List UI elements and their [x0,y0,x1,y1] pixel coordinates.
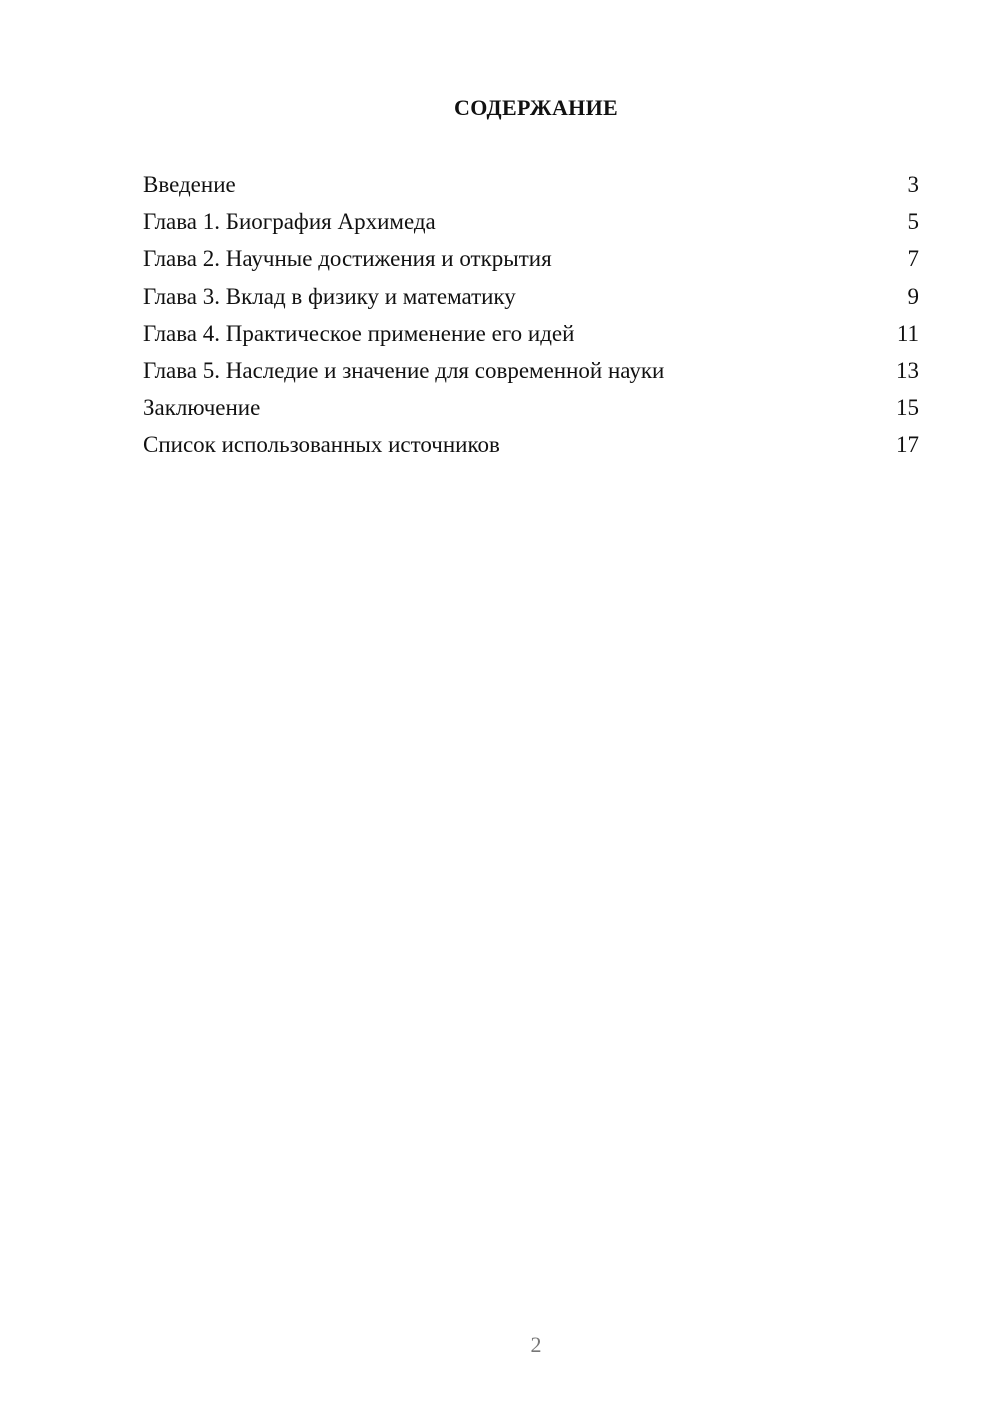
toc-entry-page: 17 [896,432,919,458]
toc-entry-label: Заключение [143,395,261,421]
toc-entry-conclusion [143,389,919,426]
toc-entry-label: Глава 2. Научные достижения и открытия [143,246,552,272]
toc-entry-label: Введение [143,172,236,197]
toc-entry-page: 5 [907,209,919,235]
toc-entry-introduction [143,166,919,203]
toc-entry-chapter-2 [143,240,919,277]
toc-entry-chapter-4 [143,315,919,352]
page-number: 2 [530,1332,542,1357]
toc-entry-page: 11 [896,320,919,346]
toc-entry-page: 13 [896,357,919,383]
toc-entry-label: Глава 1. Биография Архимеда [143,209,436,235]
toc-entry-page: 7 [907,246,919,272]
toc-entry-chapter-3 [143,278,919,315]
toc-entry-label: Глава 4. Практическое применение его идей [143,320,575,346]
toc-entry-label: Глава 3. Вклад в физику и математику [143,283,516,309]
toc-entry-label: Список использованных источников [143,432,500,458]
toc-entry-chapter-1 [143,203,919,240]
toc-entry-page: 9 [907,283,919,309]
toc-entry-page: 3 [907,172,919,197]
toc-entry-page: 15 [896,395,919,421]
toc-title: СОДЕРЖАНИЕ [454,95,618,120]
toc-list [143,166,919,464]
toc-entry-label: Глава 5. Наследие и значение для современной науки [143,357,665,383]
toc-entry-references [143,426,919,463]
toc-entry-chapter-5 [143,352,919,389]
